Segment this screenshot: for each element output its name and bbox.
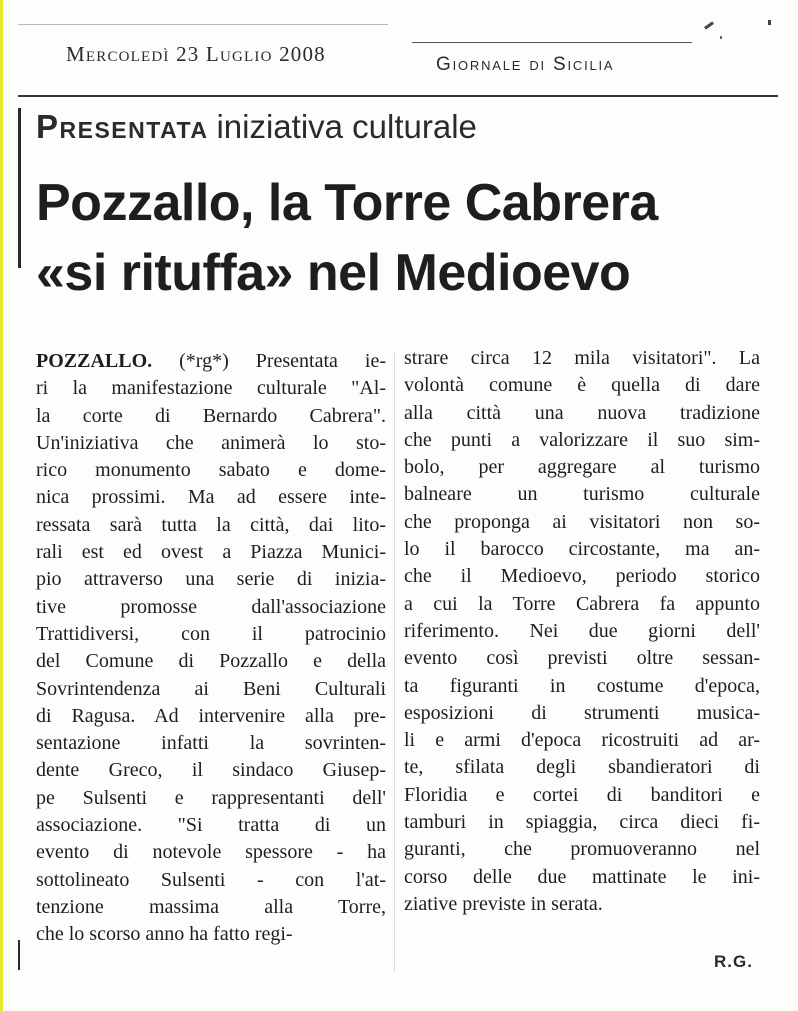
article-column-1 [36, 348, 386, 949]
headline-line-1: Pozzallo, la Torre Cabrera [36, 174, 658, 232]
article-line: te, sfilata degli sbandieratori di [404, 756, 760, 779]
article-line: bolo, per aggregare al turismo [404, 456, 760, 479]
article-line: ri la manifestazione culturale "Al- [36, 377, 386, 400]
article-line: rali est ed ovest a Piazza Munici- [36, 541, 386, 564]
article-line: Floridia e cortei di banditori e [404, 783, 760, 806]
newspaper-name: Giornale di Sicilia [436, 54, 615, 75]
article-line: tamburi in spiaggia, circa dieci fi- [404, 811, 760, 834]
scan-speck [768, 20, 771, 25]
headline-bar [18, 108, 21, 268]
article-line: dente Greco, il sindaco Giusep- [36, 759, 386, 782]
article-line: li e armi d'epoca ricostruiti ad ar- [404, 729, 760, 752]
article-line: Sovrintendenza ai Beni Culturali [36, 677, 386, 700]
article-line: del Comune di Pozzallo e della [36, 650, 386, 673]
article-line: ressata sarà tutta la città, dai lito- [36, 513, 386, 536]
top-rule-left [18, 24, 388, 25]
article-column-2 [404, 345, 760, 918]
article-line: riferimento. Nei due giorni dell' [404, 619, 760, 642]
article-line: evento di notevole spessore - ha [36, 841, 386, 864]
column-gutter [394, 352, 395, 972]
scan-edge [0, 0, 3, 1011]
article-line: guranti, che promuoveranno nel [404, 838, 760, 861]
article-line: di Ragusa. Ad intervenire alla pre- [36, 704, 386, 727]
kicker-rest: iniziativa culturale [216, 108, 477, 145]
article-line: nica prossimi. Ma ad essere inte- [36, 486, 386, 509]
article-line: rico monumento sabato e dome- [36, 459, 386, 482]
article-line: tenzione massima alla Torre, [36, 895, 386, 918]
article-line: ziative previste in serata. [404, 892, 603, 915]
article-line: esposizioni di strumenti musica- [404, 701, 760, 724]
article-line: a cui la Torre Cabrera fa appunto [404, 592, 760, 615]
article-line: che punti a valorizzare il suo sim- [404, 428, 760, 451]
article-line: volontà comune è quella di dare [404, 374, 760, 397]
headline [36, 168, 776, 308]
article-line: evento così previsti oltre sessan- [404, 647, 760, 670]
article-line: Un'iniziativa che animerà lo sto- [36, 431, 386, 454]
article-line: che il Medioevo, periodo storico [404, 565, 760, 588]
article-line: strare circa 12 mila visitatori". La [404, 347, 760, 369]
article-line: che lo scorso anno ha fatto regi- [36, 923, 293, 946]
article-line: sentazione infatti la sovrinten- [36, 732, 386, 755]
article-line: alla città una nuova tradizione [404, 401, 760, 424]
issue-date: Mercoledì 23 Luglio 2008 [66, 42, 326, 66]
article-line: pe Sulsenti e rappresentanti dell' [36, 786, 386, 809]
author-signature: R.G. [714, 952, 753, 971]
scan-speck [720, 36, 722, 39]
kicker [36, 108, 477, 146]
article-line: lo il barocco circostante, ma an- [404, 538, 760, 561]
article-line: Trattidiversi, con il patrocinio [36, 622, 386, 645]
column-bar [18, 940, 20, 970]
article-line: pio attraverso una serie di inizia- [36, 568, 386, 591]
scan-speck [704, 21, 714, 29]
dateline: POZZALLO. [36, 350, 180, 372]
article-line [36, 348, 386, 375]
article-line: balneare un turismo culturale [404, 483, 760, 506]
article-line: la corte di Bernardo Cabrera". [36, 404, 386, 427]
article-line: tive promosse dall'associazione [36, 595, 386, 618]
article-line-text: (*rg*) Presentata ie- [179, 350, 386, 372]
top-rule-right [412, 42, 692, 43]
section-rule [18, 95, 778, 97]
headline-line-2: «si rituffa» nel Medioevo [36, 244, 631, 302]
article-line: associazione. "Si tratta di un [36, 814, 386, 837]
article-line: corso delle due mattinate le ini- [404, 865, 760, 888]
article-line: ta figuranti in costume d'epoca, [404, 674, 760, 697]
kicker-bold: Presentata [36, 108, 209, 145]
article-line: che proponga ai visitatori non so- [404, 510, 760, 533]
article-line: sottolineato Sulsenti - con l'at- [36, 868, 386, 891]
